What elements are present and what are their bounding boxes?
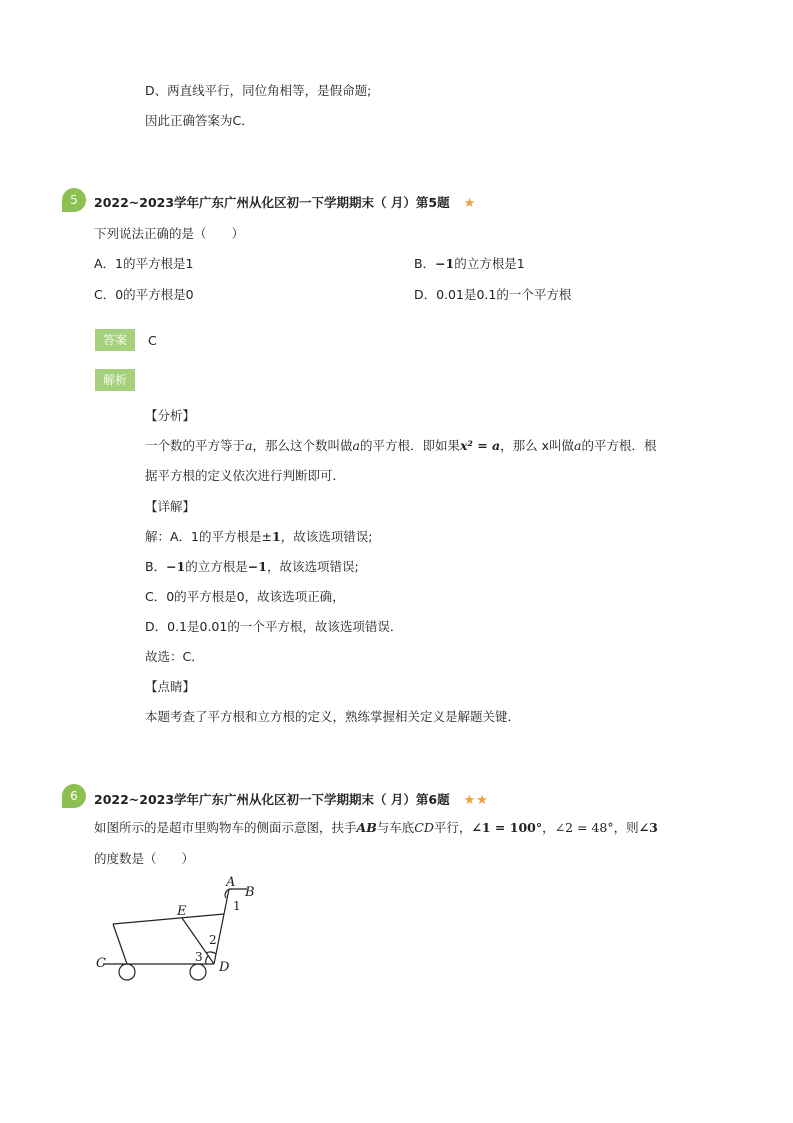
label-e: E: [177, 904, 187, 919]
analysis-text: 一个数的平方等于: [145, 438, 246, 453]
basket-top-line: [113, 914, 224, 924]
shopping-cart-figure: [90, 872, 265, 987]
choose-line: 故选：C．: [145, 649, 204, 664]
analysis-line-1: [145, 436, 657, 454]
option-b-label: B．: [414, 256, 436, 271]
option-d: D．0.01是0.1的一个平方根: [414, 287, 572, 302]
question-6-stem-line-2: 的度数是（ ）: [94, 851, 195, 866]
basket-left-line: [113, 924, 127, 964]
detail-text: ，故该选项错误;: [266, 559, 359, 574]
option-b-text: 的立方根是1: [454, 256, 525, 271]
analysis-tag: 解析: [95, 369, 135, 391]
stem-text: 如图所示的是超市里购物车的侧面示意图，扶手: [94, 820, 357, 835]
detail-b: [145, 557, 359, 575]
detail-c: C．0的平方根是0，故该选项正确，: [145, 589, 345, 604]
answer-tag: 答案: [95, 329, 135, 351]
label-angle-1: 1: [233, 899, 241, 913]
label-c: C: [96, 956, 106, 971]
question-6-badge: 6: [62, 784, 86, 808]
stem-text: 平行，: [433, 820, 472, 835]
stem-text: ，: [542, 820, 555, 835]
analysis-text: ，那么 x叫做: [500, 438, 575, 453]
answer-value: C: [148, 333, 157, 348]
question-6-stem-line-1: [94, 818, 658, 836]
option-b: [414, 254, 525, 272]
equation: x² = a: [459, 438, 501, 453]
segment-ab: AB: [356, 820, 377, 835]
stem-text: ，则: [613, 820, 639, 835]
question-6-title: [94, 790, 489, 808]
comment-heading: 【点睛】: [145, 679, 196, 694]
difficulty-stars-icon: ★★: [463, 793, 489, 808]
angle-2-value: ∠2 = 48°: [554, 820, 614, 835]
label-b: B: [245, 885, 255, 900]
math-value: 1: [271, 529, 281, 544]
detail-text: 解：A．1的平方根是±: [145, 529, 272, 544]
var-a: a: [574, 438, 582, 453]
math-value: −1: [166, 559, 186, 574]
difficulty-star-icon: ★: [463, 196, 477, 211]
detail-text: B．: [145, 559, 167, 574]
detail-d: D．0.1是0.01的一个平方根，故该选项错误．: [145, 619, 403, 634]
var-a: a: [352, 438, 360, 453]
question-5-title: [94, 193, 476, 211]
prev-conclusion: 因此正确答案为C．: [145, 113, 254, 128]
right-wheel: [190, 964, 206, 980]
analysis-heading: 【分析】: [145, 408, 196, 423]
frame-bd-line: [214, 889, 229, 964]
question-5-badge: 5: [62, 188, 86, 212]
option-b-math: −1: [435, 256, 455, 271]
stem-text: 与车底: [376, 820, 415, 835]
math-value: −1: [247, 559, 267, 574]
detail-a: [145, 527, 372, 545]
label-angle-2: 2: [209, 933, 217, 947]
angle-3-label: ∠3: [638, 820, 658, 835]
analysis-text: 的平方根．根: [581, 438, 657, 453]
label-d: D: [219, 960, 230, 975]
detail-text: 的立方根是: [185, 559, 248, 574]
comment-text: 本题考查了平方根和立方根的定义，熟练掌握相关定义是解题关键．: [145, 709, 521, 724]
analysis-line-2: 据平方根的定义依次进行判断即可．: [145, 468, 346, 483]
detail-text: ，故该选项错误;: [280, 529, 373, 544]
prev-option-d-line: D、两直线平行，同位角相等，是假命题;: [145, 83, 372, 98]
angle-3-arc: [206, 956, 208, 964]
question-6-title-text: 2022~2023学年广东广州从化区初一下学期期末（ 月）第6题: [94, 792, 450, 807]
option-a: A．1的平方根是1: [94, 256, 194, 271]
segment-cd: CD: [414, 820, 434, 835]
question-5-stem: 下列说法正确的是（ ）: [94, 226, 245, 241]
var-a: a: [245, 438, 253, 453]
angle-1-value: ∠1 = 100°: [471, 820, 543, 835]
analysis-text: 的平方根．即如果: [359, 438, 460, 453]
question-5-title-text: 2022~2023学年广东广州从化区初一下学期期末（ 月）第5题: [94, 195, 450, 210]
analysis-text: ，那么这个数叫做: [252, 438, 353, 453]
label-angle-3: 3: [195, 950, 203, 964]
label-a: A: [226, 875, 236, 890]
left-wheel: [119, 964, 135, 980]
detail-heading: 【详解】: [145, 499, 196, 514]
option-c: C．0的平方根是0: [94, 287, 194, 302]
